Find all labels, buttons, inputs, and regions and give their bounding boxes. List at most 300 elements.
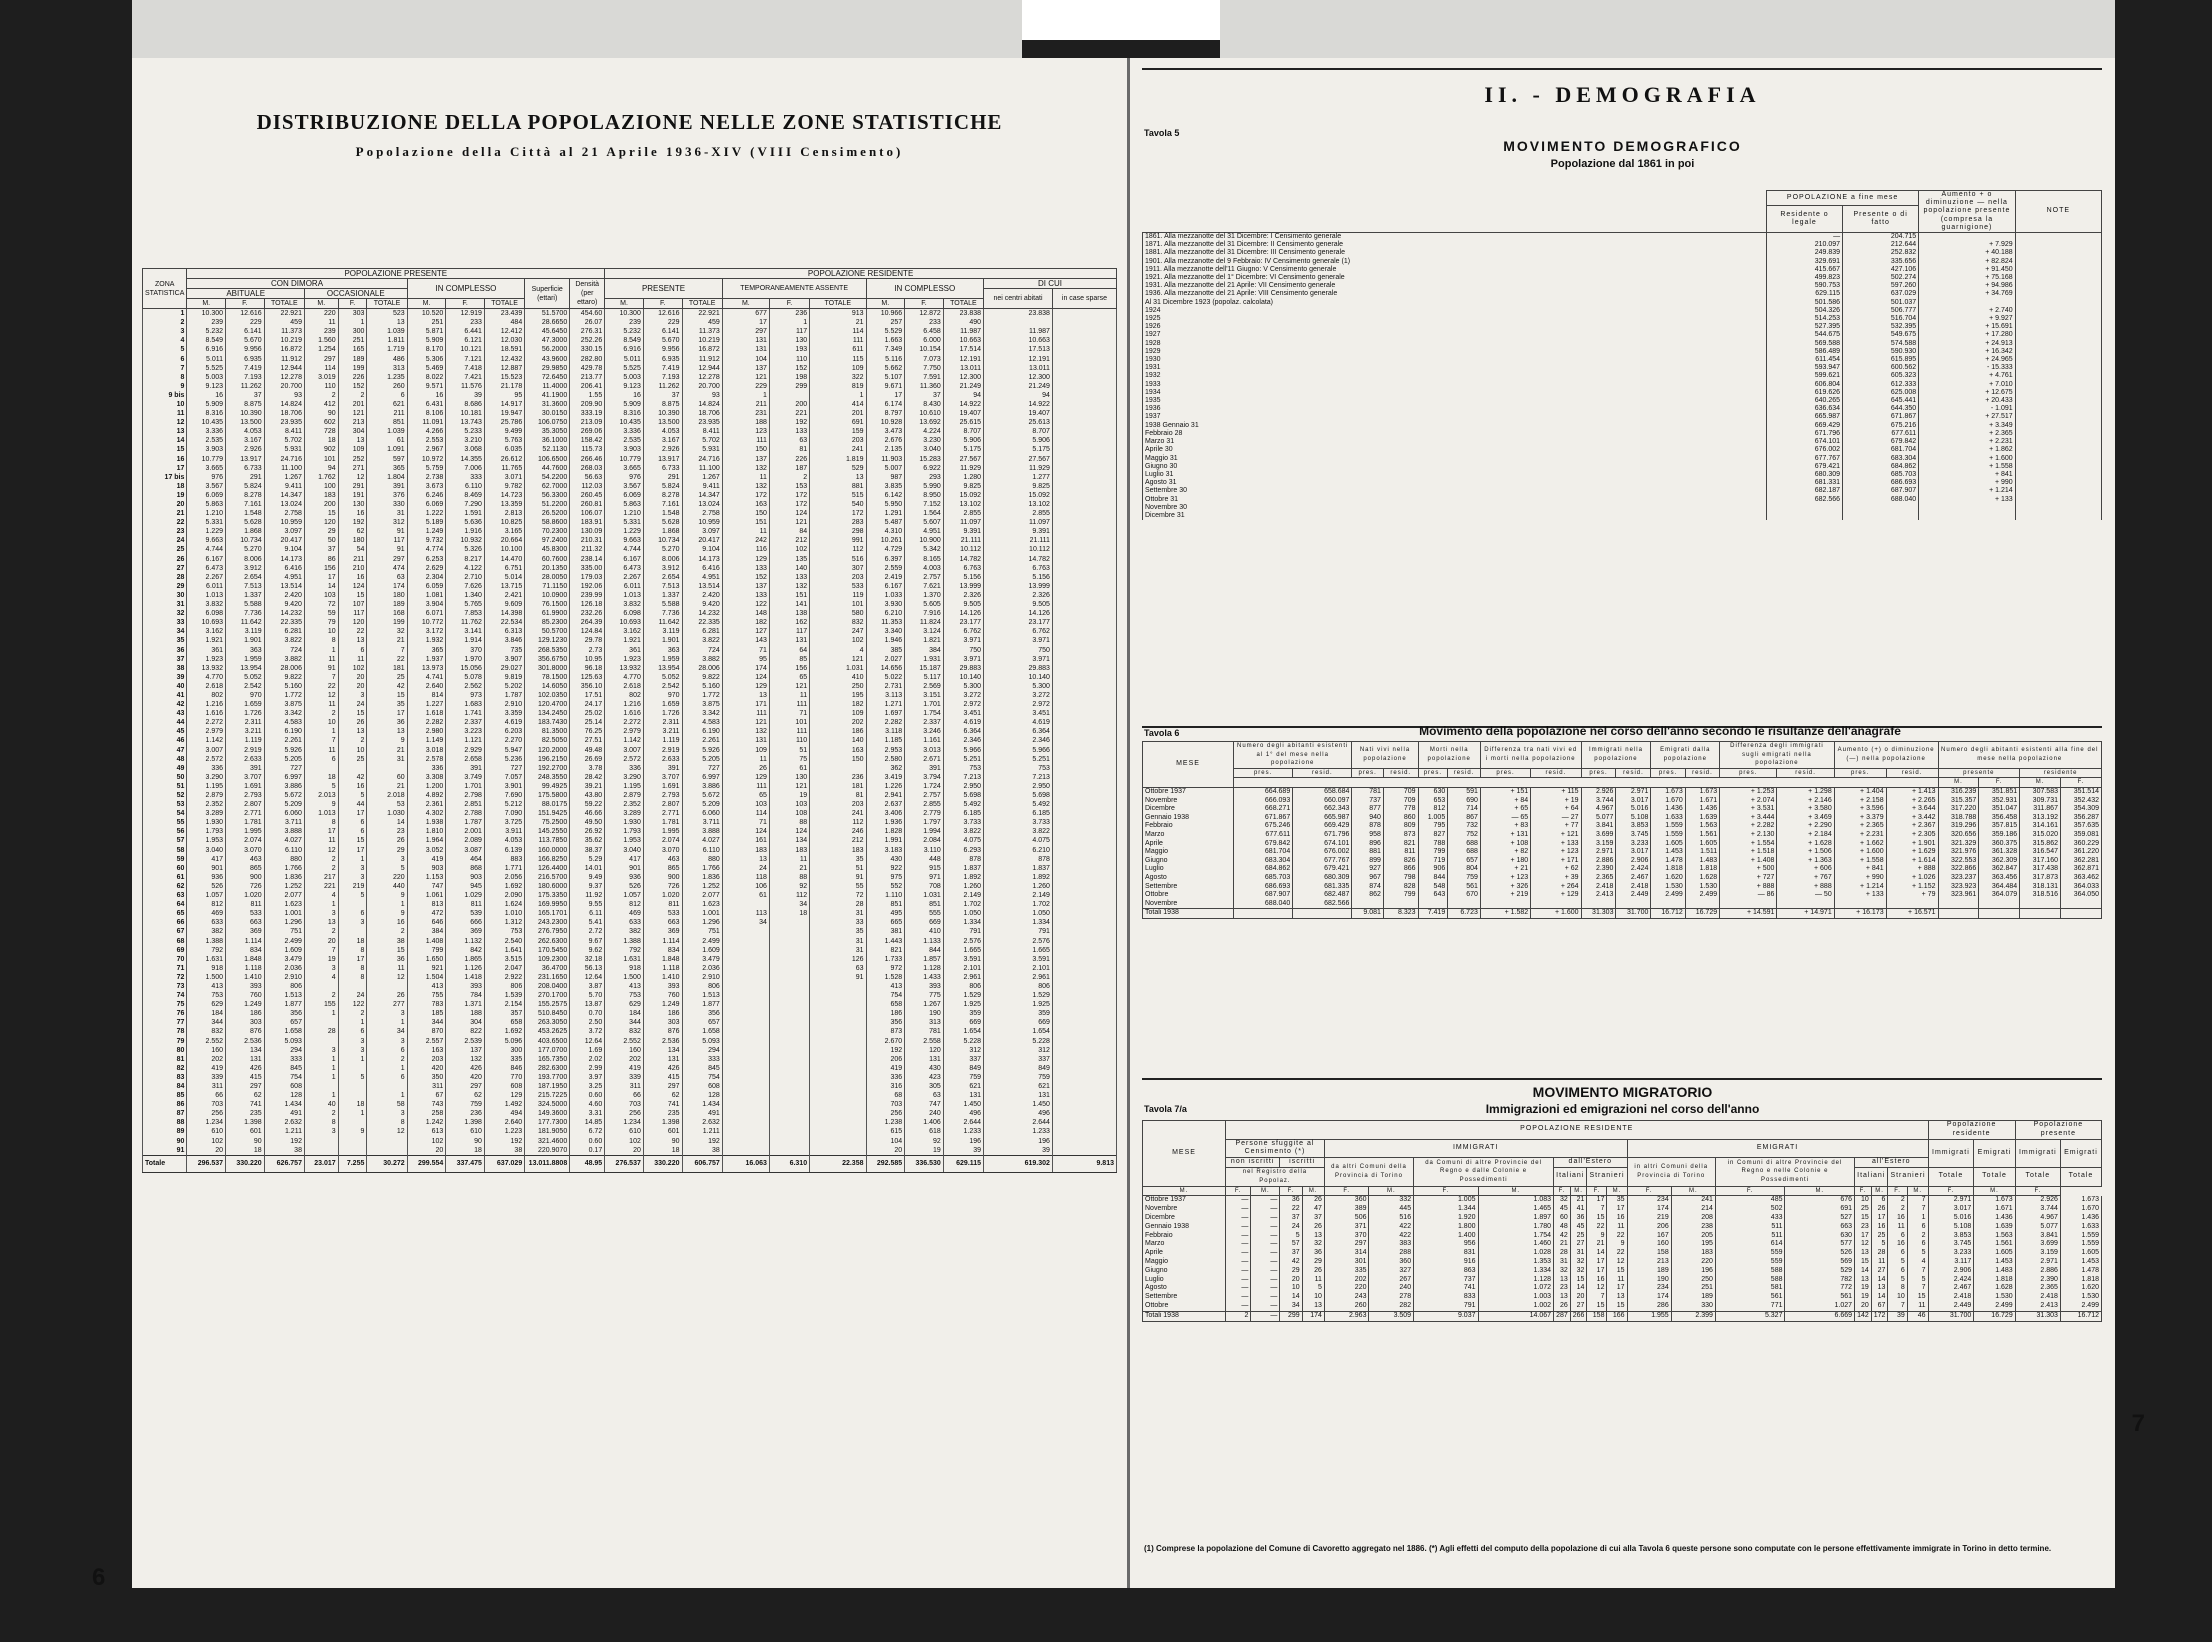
table-cell: 6.071 <box>407 609 446 618</box>
t5-note <box>2015 455 2101 463</box>
t5-res: 682.187 <box>1766 487 1842 495</box>
t7-cell: 2 <box>1907 1232 1928 1241</box>
table-cell: 3.018 <box>407 746 446 755</box>
table-cell: 6.733 <box>226 464 265 473</box>
table-cell: 133 <box>722 564 769 573</box>
table-cell: 1.057 <box>605 891 644 900</box>
t7-row <box>1143 1214 2102 1223</box>
table-row <box>143 1037 1117 1046</box>
table-cell: 2.135 <box>866 445 905 454</box>
table-cell: 6.167 <box>605 555 644 564</box>
table-cell: 13.359 <box>484 500 524 509</box>
t5-res: 619.626 <box>1766 389 1842 397</box>
t6-row <box>1143 831 2102 840</box>
table-cell: 121 <box>722 718 769 727</box>
table-cell <box>810 1118 866 1127</box>
table-cell: 106 <box>722 882 769 891</box>
table-cell: 2.542 <box>643 682 682 691</box>
t5-res: 501.586 <box>1766 299 1842 307</box>
table-cell: 2.632 <box>682 1118 722 1127</box>
t5-aum <box>1919 233 2015 242</box>
table-cell: 316 <box>866 1082 905 1091</box>
table-cell: 12.191 <box>984 354 1053 363</box>
t6-cell: 318.131 <box>2020 883 2061 892</box>
table-cell: 12.412 <box>484 327 524 336</box>
table-cell: 24.716 <box>264 455 304 464</box>
table-cell: 459 <box>264 318 304 327</box>
table-cell: 38 <box>682 1146 722 1156</box>
t7-cell: — <box>1251 1293 1280 1302</box>
table-cell: 3.591 <box>943 955 983 964</box>
table-cell: 2 <box>304 709 338 718</box>
t7-cell: 14 <box>1871 1293 1888 1302</box>
table-cell: 7.750 <box>905 364 944 373</box>
table-cell: 393 <box>446 982 485 991</box>
table-cell <box>1052 718 1116 727</box>
table-cell: 5.306 <box>407 354 446 363</box>
table-cell: 5.70 <box>570 991 605 1000</box>
table-cell <box>769 1100 809 1109</box>
table-cell: 2.676 <box>866 436 905 445</box>
table-row <box>143 909 1117 918</box>
table-cell: 29.883 <box>984 664 1053 673</box>
table-cell: 1.334 <box>943 918 983 927</box>
t5-label: 1931. Alla mezzanotte del 21 Aprile: VII Censimento generale <box>1143 282 1767 290</box>
table-cell: 1.930 <box>605 818 644 827</box>
t5-aum: + 2.365 <box>1919 430 2015 438</box>
table-cell <box>810 1037 866 1046</box>
table-cell: 3.515 <box>484 955 524 964</box>
t6-hdr-8: Numero degli abitanti esistenti alla fine del mese nella popolazione <box>1938 742 2102 769</box>
table-cell: 63 <box>367 573 407 582</box>
zone-id: 79 <box>143 1037 187 1046</box>
t7-cell: 243 <box>1324 1293 1369 1302</box>
table-cell: 1.031 <box>810 664 866 673</box>
table-cell: 10.95 <box>570 655 605 664</box>
t7-cell: 2.886 <box>2015 1267 2060 1276</box>
table-cell: 6.142 <box>866 491 905 500</box>
t7-hdr-in-comuni: in Comuni di altre Provincie del Regno e nelle Colonie e Possedimenti <box>1715 1158 1854 1186</box>
t7-cell: 332 <box>1369 1196 1414 1205</box>
table-cell: 5.492 <box>943 800 983 809</box>
table-cell: 2.813 <box>484 509 524 518</box>
t6-cell: 323.237 <box>1938 874 1979 883</box>
table-cell: 491 <box>264 1109 304 1118</box>
table-cell: 11.92 <box>570 891 605 900</box>
table-cell: 806 <box>264 982 304 991</box>
t6-cell: 1.639 <box>1685 814 1719 823</box>
table-cell: 102 <box>407 1137 446 1146</box>
table-cell: 5.525 <box>187 364 226 373</box>
table-cell <box>769 391 809 400</box>
table-cell: 11.373 <box>264 327 304 336</box>
t7-cell: 1.897 <box>1478 1214 1554 1223</box>
hdr-superficie: Superficie (ettari) <box>525 279 570 309</box>
table-cell: 902 <box>304 445 338 454</box>
t5-aum: + 9.927 <box>1919 315 2015 323</box>
table-cell: 6.185 <box>943 809 983 818</box>
table-cell: 13.999 <box>984 582 1053 591</box>
t7-cell: 183 <box>1671 1249 1715 1258</box>
table-cell: 2.346 <box>943 736 983 745</box>
t7-cell: 15 <box>1907 1293 1928 1302</box>
table-cell: 754 <box>264 1073 304 1082</box>
t6-cell <box>2060 900 2101 909</box>
table-cell: 11.987 <box>984 327 1053 336</box>
table-cell: 90 <box>304 409 338 418</box>
table-cell: 10.219 <box>682 336 722 345</box>
t6-totals-cell <box>2060 909 2101 919</box>
table-cell: 20 <box>407 1146 446 1156</box>
table-row <box>143 345 1117 354</box>
table-row <box>143 900 1117 909</box>
table-cell: 100 <box>304 482 338 491</box>
totals-cell: 292.585 <box>866 1155 905 1172</box>
t7-cell: 21 <box>1587 1240 1607 1249</box>
table-cell: 10.300 <box>187 309 226 319</box>
table-cell: 67 <box>407 1091 446 1100</box>
table-cell: 1.701 <box>446 782 485 791</box>
t6-cell: + 888 <box>1720 883 1777 892</box>
t7-cell: 1.561 <box>1974 1240 2015 1249</box>
table-cell <box>722 927 769 936</box>
table-cell: 2.542 <box>226 682 265 691</box>
table-cell: 2.420 <box>682 591 722 600</box>
table-cell <box>1052 491 1116 500</box>
t7-cell: — <box>1251 1223 1280 1232</box>
table-cell: 3.359 <box>484 709 524 718</box>
table-cell: 128 <box>264 1091 304 1100</box>
t5-year-row <box>1143 340 2102 348</box>
table-cell: 27.567 <box>943 455 983 464</box>
t6-cell: + 1.662 <box>1834 840 1886 849</box>
table-cell: 9 <box>367 891 407 900</box>
table-cell: 708 <box>905 882 944 891</box>
mf-header: M. <box>605 299 644 309</box>
t7-cell: 1.460 <box>1478 1240 1554 1249</box>
table-cell: 2.267 <box>187 573 226 582</box>
table-cell: 41.1900 <box>525 391 570 400</box>
table-cell: 391 <box>446 764 485 773</box>
table-row <box>143 918 1117 927</box>
table-cell <box>722 1127 769 1136</box>
table-cell: 114 <box>810 327 866 336</box>
table-cell <box>1052 746 1116 755</box>
table-cell <box>1052 982 1116 991</box>
table-cell: 200 <box>769 400 809 409</box>
t6-cell: + 2.074 <box>1720 797 1777 806</box>
table-cell: 419 <box>187 1064 226 1073</box>
t7-cell: 863 <box>1414 1267 1478 1276</box>
rule-mid-2 <box>1142 1078 2102 1080</box>
t7-hdr-non-iscritti: non iscritti <box>1226 1158 1280 1168</box>
table-cell <box>1052 809 1116 818</box>
table-cell: 266.46 <box>570 455 605 464</box>
t7-cell: 1.453 <box>1974 1258 2015 1267</box>
t6-cell: 351.851 <box>1979 787 2020 796</box>
t6-sub-pres: pres. <box>1651 768 1685 778</box>
table-cell: 131 <box>769 636 809 645</box>
table-cell: 363 <box>226 645 265 654</box>
table-cell: 240 <box>905 1109 944 1118</box>
t5-pres: 597.260 <box>1843 282 1919 290</box>
table-cell: 7.090 <box>484 809 524 818</box>
table-cell: 14.922 <box>943 400 983 409</box>
t7-cell: 15 <box>1855 1214 1872 1223</box>
table-cell: 5.909 <box>605 400 644 409</box>
table-cell: 8.022 <box>407 373 446 382</box>
table-cell: 7.057 <box>484 773 524 782</box>
table-cell: 17.514 <box>943 345 983 354</box>
table-cell: 1.733 <box>866 955 905 964</box>
table-cell: 9 <box>338 1127 367 1136</box>
t5-note <box>2015 413 2101 421</box>
t6-month: Novembre <box>1143 900 1234 909</box>
table-cell: 1.030 <box>367 809 407 818</box>
t6-sub-blank <box>1234 778 1939 788</box>
table-cell: 2.855 <box>905 800 944 809</box>
table-cell: 6.110 <box>682 846 722 855</box>
table-cell: 16.872 <box>264 345 304 354</box>
t6-totals-cell: 9.081 <box>1352 909 1383 919</box>
table-cell: 2.855 <box>943 509 983 518</box>
table-cell: 971 <box>905 873 944 882</box>
table-cell: 10.154 <box>905 345 944 354</box>
t6-cell: + 326 <box>1480 883 1530 892</box>
table-cell: 174 <box>722 664 769 673</box>
table-cell: 151 <box>769 591 809 600</box>
table-cell: 131 <box>984 1091 1053 1100</box>
table-cell: 1.836 <box>682 873 722 882</box>
tavola-5-label: Tavola 5 <box>1144 128 1180 138</box>
t7-hdr-emig-b: Emigrati <box>2060 1139 2101 1167</box>
table-cell <box>338 764 367 773</box>
t5-label: 1927 <box>1143 331 1767 339</box>
t7-cell: 14 <box>1587 1249 1607 1258</box>
t6-totals-row <box>1143 909 2102 919</box>
t6-cell: + 2.367 <box>1886 822 1938 831</box>
table-cell: 7.161 <box>226 500 265 509</box>
t7-mf: M. <box>1671 1186 1715 1196</box>
table-cell: 913 <box>810 309 866 319</box>
table-cell: 26.07 <box>570 318 605 327</box>
table-cell: 2.084 <box>905 836 944 845</box>
table-cell: 9.956 <box>226 345 265 354</box>
table-cell: 1.781 <box>643 818 682 827</box>
table-cell: 256 <box>605 1109 644 1118</box>
t6-cell: 361.220 <box>2060 848 2101 857</box>
table-cell <box>1052 1073 1116 1082</box>
table-cell: 2.101 <box>984 964 1053 973</box>
zone-id: 67 <box>143 927 187 936</box>
zone-id: 27 <box>143 564 187 573</box>
zone-id: 73 <box>143 982 187 991</box>
t7-mf: F. <box>1928 1186 1974 1196</box>
table-cell: 11.765 <box>484 464 524 473</box>
table-cell: 2.013 <box>304 791 338 800</box>
mf-header: M. <box>187 299 226 309</box>
table-cell: 12.64 <box>570 973 605 982</box>
t7-cell: 19 <box>1855 1293 1872 1302</box>
table-cell: 10.772 <box>407 618 446 627</box>
table-cell: 29 <box>367 846 407 855</box>
table-cell <box>810 1055 866 1064</box>
t7-cell: 1.478 <box>2060 1267 2101 1276</box>
t6-cell: 359.081 <box>2060 831 2101 840</box>
table-cell: 2.950 <box>943 782 983 791</box>
t7-month: Gennaio 1938 <box>1143 1223 1226 1232</box>
table-cell <box>769 1018 809 1027</box>
t7-cell: 301 <box>1324 1258 1369 1267</box>
table-cell <box>1052 1046 1116 1055</box>
t6-row <box>1143 822 2102 831</box>
t6-month: Novembre <box>1143 797 1234 806</box>
t6-cell: 881 <box>1352 848 1383 857</box>
table-cell: 11.912 <box>682 354 722 363</box>
table-cell: 7.193 <box>226 373 265 382</box>
t5-year-row <box>1143 364 2102 372</box>
t6-sub-resid: resid. <box>1293 768 1352 778</box>
table-cell: 2.540 <box>484 936 524 945</box>
table-cell: 23.177 <box>943 618 983 627</box>
table-cell: 6.763 <box>984 564 1053 573</box>
table-cell: 5.232 <box>605 327 644 336</box>
t6-cell: 356.287 <box>2060 814 2101 823</box>
table-cell: 5.628 <box>226 518 265 527</box>
table-cell: 834 <box>226 946 265 955</box>
table-cell: 1.877 <box>264 1000 304 1009</box>
t5-aum <box>1919 512 2015 520</box>
t5-label: 1925 <box>1143 315 1767 323</box>
t7-cell: 2.365 <box>2015 1284 2060 1293</box>
table-cell: 3.113 <box>866 691 905 700</box>
table-cell: 1.901 <box>643 636 682 645</box>
t6-cell: 685.703 <box>1234 874 1293 883</box>
t6-cell: 361.328 <box>1979 848 2020 857</box>
t7-cell: 1.818 <box>1974 1276 2015 1285</box>
table-cell: 96.18 <box>570 664 605 673</box>
table-cell: 3.419 <box>866 773 905 782</box>
table-cell: 2.758 <box>264 509 304 518</box>
table-cell: 7.152 <box>905 500 944 509</box>
table-cell: 29.027 <box>484 664 524 673</box>
table-cell: 5.529 <box>866 327 905 336</box>
t5-pres: 574.588 <box>1843 340 1919 348</box>
t7-hdr-stranieri: Stranieri <box>1587 1167 1627 1186</box>
table-cell: 94 <box>304 464 338 473</box>
table-cell: 10.610 <box>905 409 944 418</box>
table-cell: 151 <box>722 518 769 527</box>
t6-cell: 5.077 <box>1581 814 1616 823</box>
hdr-nei-centri: nei centri abitati <box>984 289 1053 309</box>
t7-hdr-popres-col: Popolazione residente <box>1928 1121 2015 1140</box>
table-cell: 384 <box>407 927 446 936</box>
t5-aum: + 24.965 <box>1919 356 2015 364</box>
t7-month: Ottobre 1937 <box>1143 1196 1226 1205</box>
t6-cell: 675.246 <box>1234 822 1293 831</box>
table-cell <box>810 1091 866 1100</box>
table-cell: 51 <box>769 746 809 755</box>
table-cell: 5.202 <box>484 682 524 691</box>
table-row <box>143 482 1117 491</box>
t7-cell: — <box>1251 1232 1280 1241</box>
table-cell: 1.280 <box>943 473 983 482</box>
table-cell: 6.281 <box>682 627 722 636</box>
table-cell: 11.091 <box>407 418 446 427</box>
table-cell: 25 <box>367 673 407 682</box>
zone-id: 6 <box>143 354 187 363</box>
table-cell: 2.552 <box>605 1037 644 1046</box>
table-cell: 4 <box>810 645 866 654</box>
table-cell: 2.771 <box>643 809 682 818</box>
table-cell: 13.024 <box>682 500 722 509</box>
table-cell: 282.80 <box>570 354 605 363</box>
table-cell: 1.837 <box>984 864 1053 873</box>
table-cell: 1.591 <box>446 509 485 518</box>
table-cell: 2.352 <box>605 800 644 809</box>
table-cell: 1.249 <box>407 527 446 536</box>
table-cell: 291 <box>643 473 682 482</box>
table-cell: 201 <box>338 400 367 409</box>
table-cell: 181.9050 <box>525 1127 570 1136</box>
table-cell: 1.254 <box>304 345 338 354</box>
table-cell: 1.959 <box>643 655 682 664</box>
table-cell: 14.824 <box>264 400 304 409</box>
table-cell: 5 <box>338 891 367 900</box>
table-row <box>143 564 1117 573</box>
table-cell: 11.642 <box>226 618 265 627</box>
t7-hdr-stranieri-e: Stranieri <box>1888 1167 1928 1186</box>
table-cell: 9.822 <box>264 673 304 682</box>
table-cell: 362 <box>866 764 905 773</box>
table-cell: 2.02 <box>570 1055 605 1064</box>
table-cell: 23.838 <box>984 309 1053 319</box>
t7-hdr-registro: nel Registro della Popolaz. <box>1226 1167 1325 1186</box>
t5-census-row <box>1143 233 2102 242</box>
table-cell: 183.7430 <box>525 718 570 727</box>
table-cell: 5.093 <box>682 1037 722 1046</box>
t6-row <box>1143 900 2102 909</box>
table-cell: 8.278 <box>643 491 682 500</box>
zone-id: 89 <box>143 1127 187 1136</box>
table-cell: 3.167 <box>226 436 265 445</box>
table-cell: 454.60 <box>570 309 605 319</box>
t5-label: 1938 Gennaio 31 <box>1143 422 1767 430</box>
table-row <box>143 891 1117 900</box>
table-cell: 151.9425 <box>525 809 570 818</box>
table-cell: 7.418 <box>446 364 485 373</box>
t5-pres: 502.274 <box>1843 274 1919 282</box>
table-cell: 876 <box>226 1027 265 1036</box>
t7-cell: 160 <box>1627 1240 1671 1249</box>
table-cell: 16 <box>367 918 407 927</box>
table-row <box>143 991 1117 1000</box>
t6-cell: 364.033 <box>2060 883 2101 892</box>
table-cell: 15.283 <box>905 455 944 464</box>
table-cell: 849 <box>943 1064 983 1073</box>
table-cell: 106.0750 <box>525 418 570 427</box>
t6-cell: + 79 <box>1886 891 1938 900</box>
table-cell: 1.398 <box>446 1118 485 1127</box>
table-cell: 6.997 <box>264 773 304 782</box>
table-cell: 2.731 <box>866 682 905 691</box>
t6-cell: 359.186 <box>1979 831 2020 840</box>
table-cell: 54.2200 <box>525 473 570 482</box>
t7-hdr-iscritti: iscritti <box>1280 1158 1325 1168</box>
table-cell: 3.070 <box>226 846 265 855</box>
hdr-complesso-res: IN COMPLESSO <box>866 279 984 299</box>
t5-pres: 516.704 <box>1843 315 1919 323</box>
